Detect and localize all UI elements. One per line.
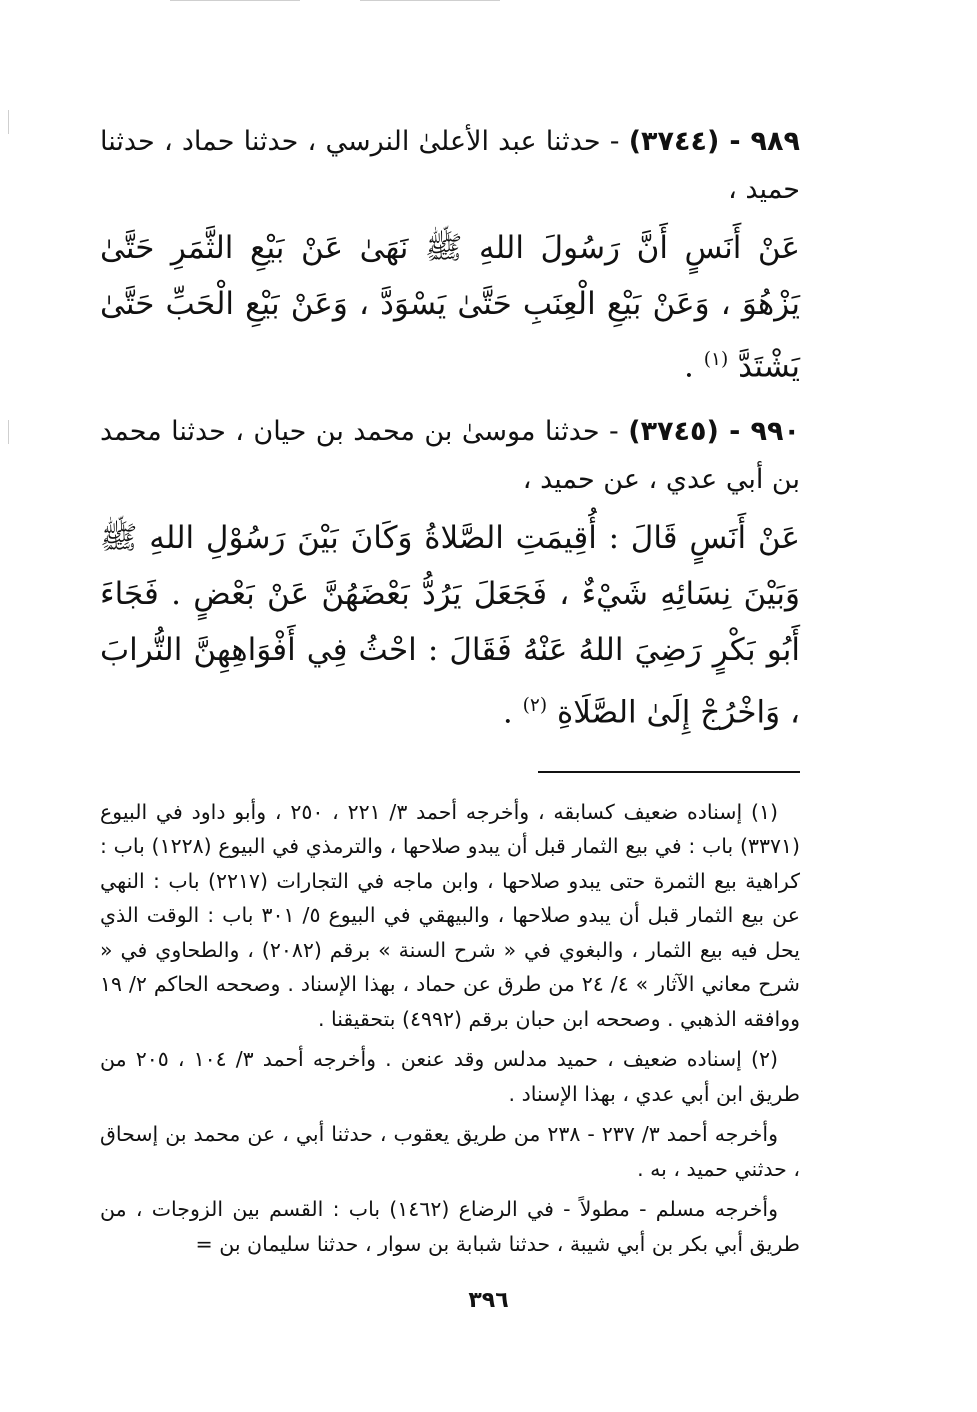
hadith-matn-text: عَنْ أَنَسٍ قَالَ : أُقِيمَتِ الصَّلاةُ وَكَانَ بَيْنَ رَسُوْلِ اللهِ ﷺ وَبَيْنَ نِسَائِهِ شَيْءٌ ، فَجَعَلَ يَرُدُّ بَعْضَهُنَّ عَنْ بَعْضٍ . فَجَاءَ أَبُو بَكْرٍ رَضِيَ اللهُ عَنْهُ فَقَالَ : احْثُ فِي أَفْوَاهِهِنَّ التُّرابَ ، وَاخْرُجْ إِلَىٰ الصَّلَاةِ xyxy=(100,520,800,731)
page-content xyxy=(100,118,800,1267)
scan-line-top-right xyxy=(360,0,500,1)
hadith-head xyxy=(100,118,800,214)
hadith-989 xyxy=(100,118,800,394)
footnote-ref: (٢) xyxy=(522,695,548,717)
hadith-head xyxy=(100,408,800,504)
hadith-matn xyxy=(100,220,800,394)
hadith-isnad: - حدثنا عبد الأعلىٰ النرسي ، حدثنا حماد ، حدثنا حميد ، xyxy=(100,126,800,205)
footnote-2-continued: وأخرجه مسلم - مطولاً - في الرضاع (١٤٦٢) باب : القسم بين الزوجات ، من طريق أبي بكر بن أبي شيبة ، حدثنا شبابة بن سوار ، حدثنا سليمان بن = xyxy=(100,1197,800,1256)
hadith-990 xyxy=(100,408,800,740)
hadith-isnad: - حدثنا موسىٰ بن محمد بن حيان ، حدثنا محمد بن أبي عدي ، عن حميد ، xyxy=(100,416,800,496)
hadith-matn-text: عَنْ أَنَسٍ أَنَّ رَسُولَ اللهِ ﷺ نَهَىٰ عَنْ بَيْعِ الثَّمَرِ حَتَّىٰ يَزْهُوَ ، وَعَنْ بَيْعِ الْعِنَبِ حَتَّىٰ يَسْوَدَّ ، وَعَنْ بَيْعِ الْحَبِّ حَتَّىٰ يَشْتَدَّ xyxy=(100,230,800,385)
scan-line-top-left xyxy=(170,0,300,1)
hadith-end-mark: . xyxy=(683,348,694,385)
scan-line-left-edge-2 xyxy=(8,420,9,444)
footnote-2-continued: وأخرجه أحمد ٣/ ٢٣٧ - ٢٣٨ من طريق يعقوب ، حدثنا أبي ، عن محمد بن إسحاق ، حدثني حميد ، به . xyxy=(100,1122,800,1181)
scan-line-left-edge-1 xyxy=(8,110,9,134)
footnote-1: (١) إسناده ضعيف كسابقه ، وأخرجه أحمد ٣/ ٢٢١ ، ٢٥٠ ، وأبو داود في البيوع (٣٣٧١) باب : في بيع الثمار قبل أن يبدو صلاحها ، والترمذي في البيوع (١٢٢٨) باب : كراهية بيع الثمرة حتى يبدو صلاحها ، وابن ماجه في التجارات (٢٢١٧) باب : النهي عن بيع الثمار قبل أن يبدو صلاحها ، والبيهقي في البيوع ٥/ ٣٠١ باب : الوقت الذي يحل فيه بيع الثمار ، والبغوي في « شرح السنة » برقم (٢٠٨٢) ، والطحاوي في « شرح معاني الآثار » ٤/ ٢٤ من طرق عن حماد ، بهذا الإسناد . وصححه الحاكم ٢/ ١٩ ووافقه الذهبي . وصححه ابن حبان برقم (٤٩٩٢) بتحقيقنا . xyxy=(100,799,800,1031)
hadith-end-mark: . xyxy=(502,694,513,731)
footnotes xyxy=(100,795,800,1262)
hadith-number: ٩٩٠ - (٣٧٤٥) xyxy=(628,416,800,448)
footnote-separator xyxy=(538,771,800,773)
page-number: ٣٩٦ xyxy=(468,1288,509,1313)
hadith-number: ٩٨٩ - (٣٧٤٤) xyxy=(628,126,800,157)
hadith-matn xyxy=(100,510,800,740)
footnote-2: (٢) إسناده ضعيف ، حميد مدلس وقد عنعن . وأخرجه أحمد ٣/ ١٠٤ ، ٢٠٥ من طريق ابن أبي عدي ، بهذا الإسناد . xyxy=(100,1047,800,1106)
footnote-ref: (١) xyxy=(703,349,729,370)
